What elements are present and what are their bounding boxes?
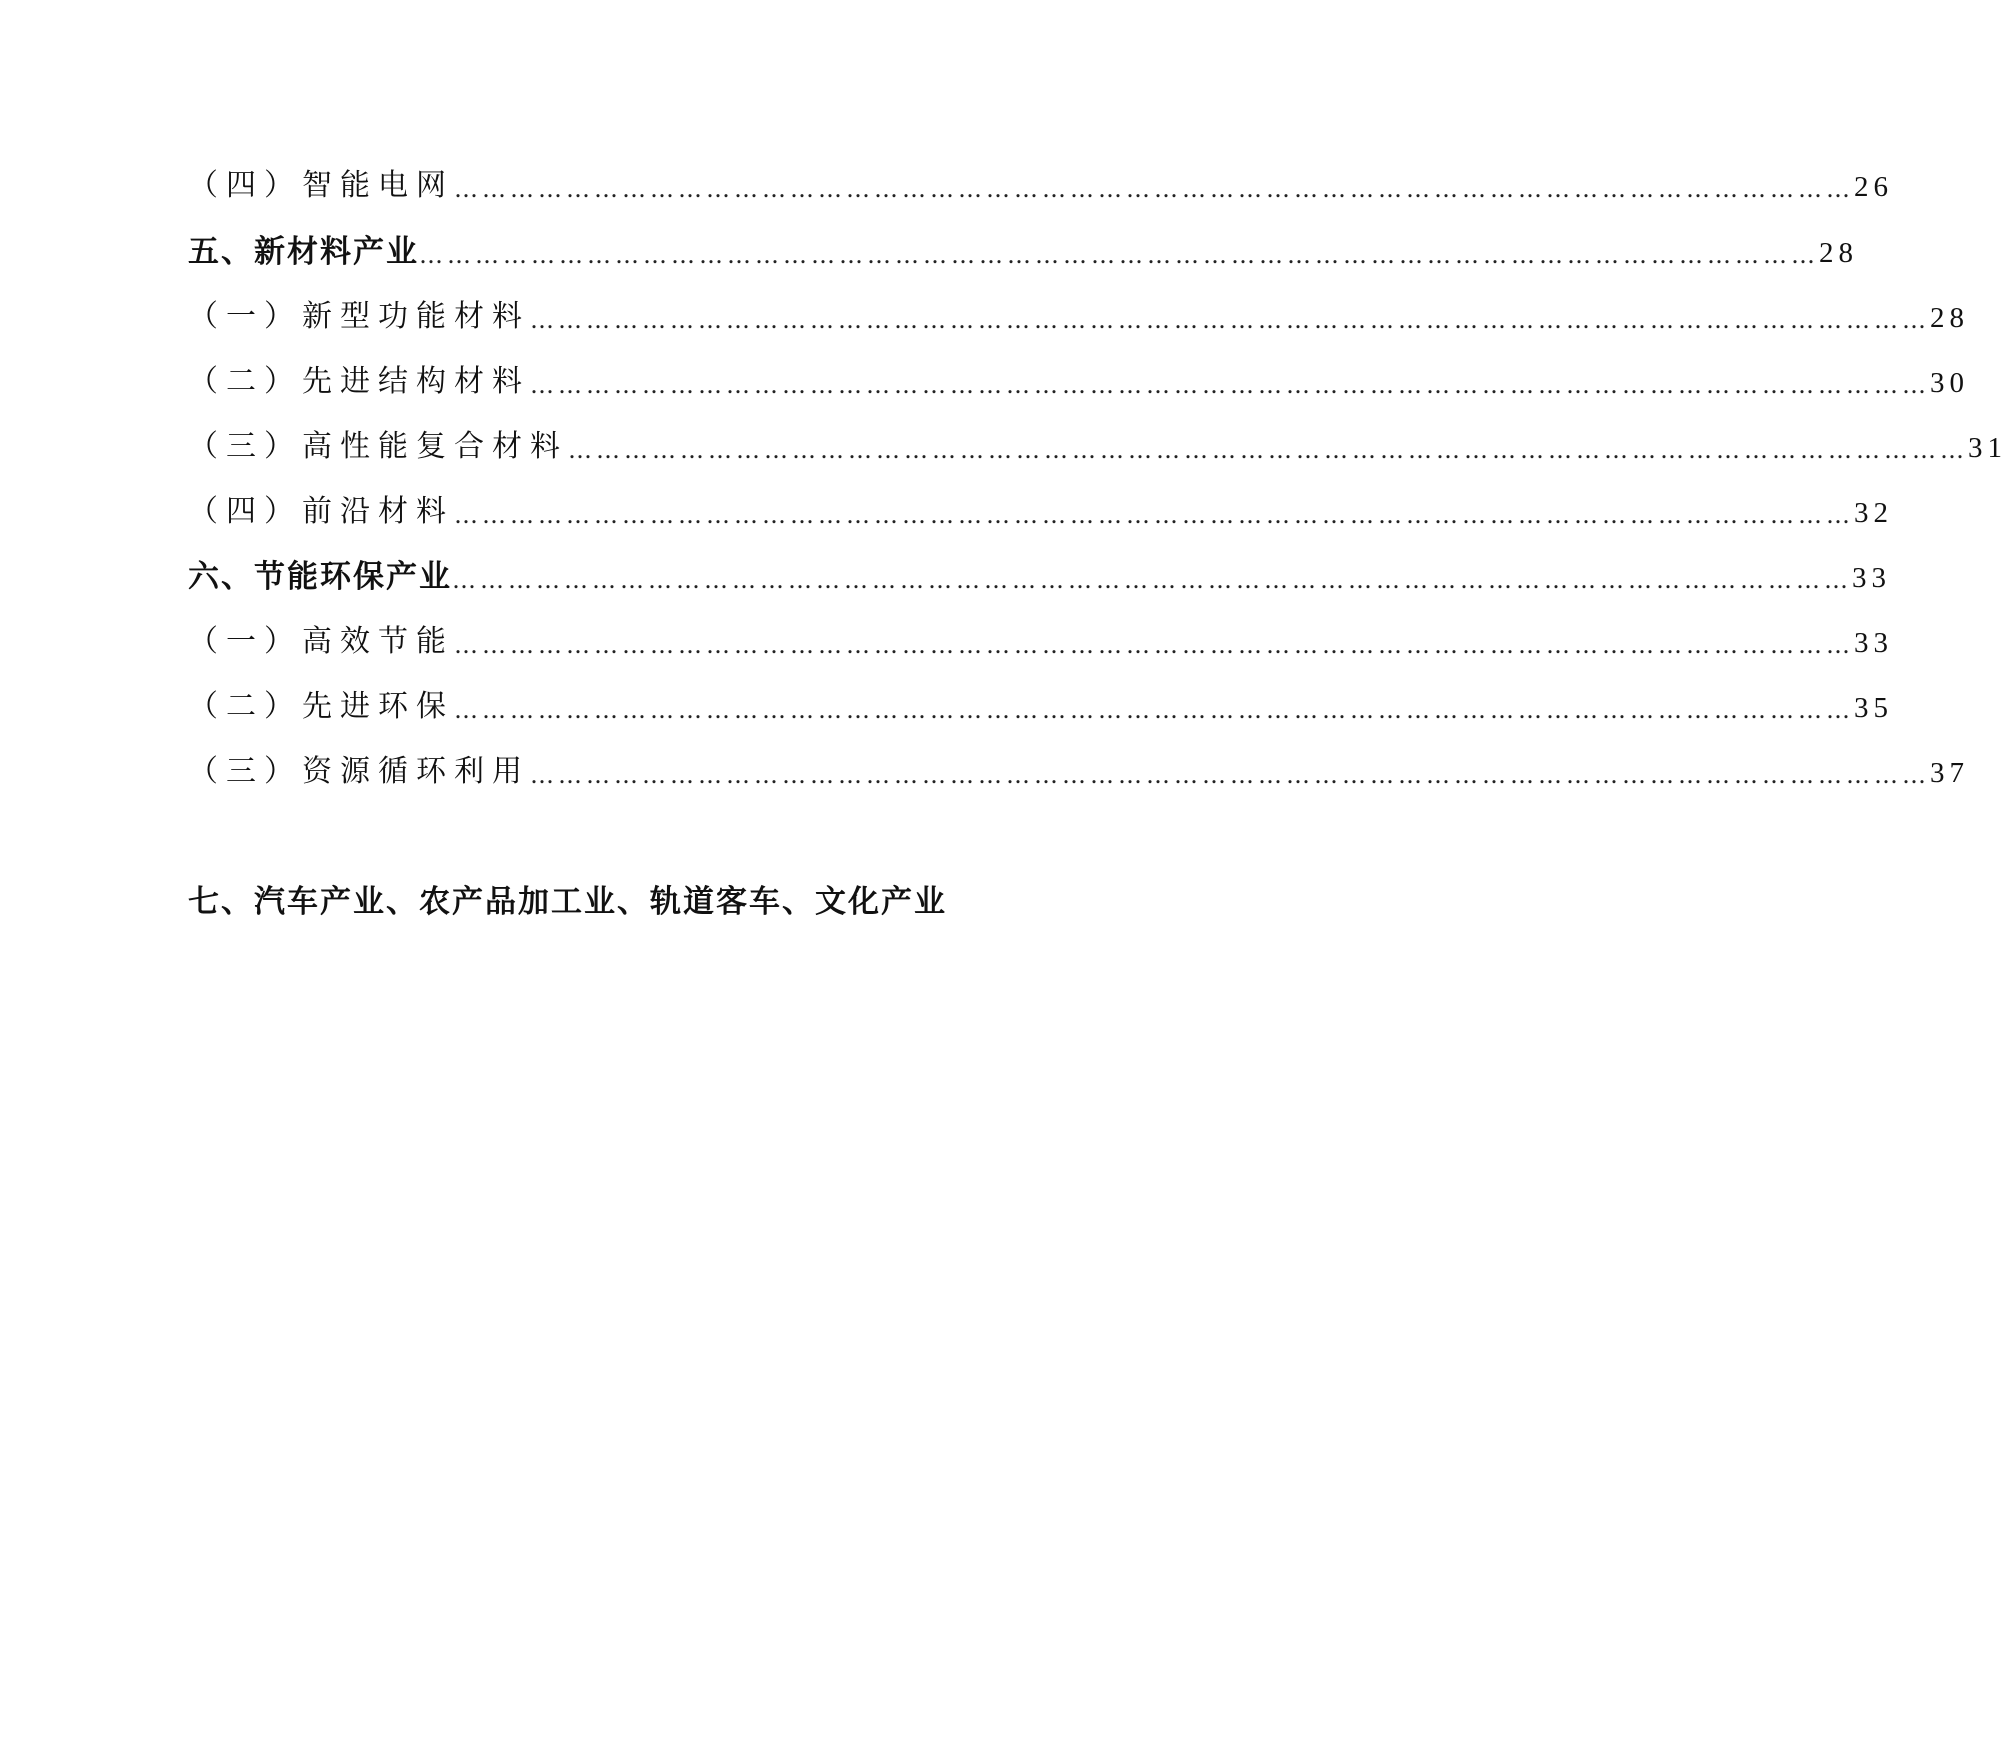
toc-entry-smart-grid[interactable] bbox=[188, 162, 1893, 206]
toc-section-heading-seven[interactable]: 七、汽车产业、农产品加工业、轨道客车、文化产业 bbox=[188, 884, 947, 920]
toc-entry-resource-recycling[interactable] bbox=[188, 748, 1969, 792]
toc-dot-leader bbox=[454, 498, 1854, 532]
toc-dot-leader bbox=[419, 238, 1819, 272]
toc-page-number: 31 bbox=[1968, 432, 2007, 464]
toc-page-number: 33 bbox=[1852, 562, 1891, 594]
toc-dot-leader bbox=[568, 433, 1968, 467]
toc-page-number: 28 bbox=[1930, 302, 1969, 334]
toc-section-title: 六、节能环保产业 bbox=[188, 559, 452, 595]
toc-page-number: 26 bbox=[1854, 171, 1893, 203]
toc-entry-title: （二）先进结构材料 bbox=[188, 364, 530, 399]
toc-entry-structural-materials[interactable] bbox=[188, 358, 1969, 402]
toc-dot-leader bbox=[530, 368, 1930, 402]
toc-entry-title: （四）智能电网 bbox=[188, 168, 454, 203]
toc-entry-title: （四）前沿材料 bbox=[188, 494, 454, 529]
toc-entry-energy-saving-industry[interactable] bbox=[188, 553, 1891, 597]
toc-page-number: 28 bbox=[1819, 237, 1858, 269]
toc-page-number: 32 bbox=[1854, 497, 1893, 529]
toc-page-number: 37 bbox=[1930, 757, 1969, 789]
toc-entry-title: （一）新型功能材料 bbox=[188, 299, 530, 334]
toc-page-number: 33 bbox=[1854, 627, 1893, 659]
toc-entry-title: （三）高性能复合材料 bbox=[188, 429, 568, 464]
toc-dot-leader bbox=[454, 172, 1854, 206]
toc-page-number: 35 bbox=[1854, 692, 1893, 724]
toc-entry-title: （二）先进环保 bbox=[188, 689, 454, 724]
toc-dot-leader bbox=[452, 563, 1852, 597]
toc-entry-title: （三）资源循环利用 bbox=[188, 754, 530, 789]
toc-entry-efficient-energy-saving[interactable] bbox=[188, 618, 1893, 662]
toc-entry-new-materials-industry[interactable] bbox=[188, 228, 1858, 272]
toc-entry-frontier-materials[interactable] bbox=[188, 488, 1893, 532]
toc-dot-leader bbox=[530, 758, 1930, 792]
toc-entry-functional-materials[interactable] bbox=[188, 293, 1969, 337]
toc-entry-advanced-environmental[interactable] bbox=[188, 683, 1893, 727]
toc-dot-leader bbox=[454, 693, 1854, 727]
toc-dot-leader bbox=[454, 628, 1854, 662]
toc-page-number: 30 bbox=[1930, 367, 1969, 399]
toc-dot-leader bbox=[530, 303, 1930, 337]
toc-entry-title: （一）高效节能 bbox=[188, 624, 454, 659]
toc-section-title: 五、新材料产业 bbox=[188, 234, 419, 270]
toc-entry-composite-materials[interactable] bbox=[188, 423, 2007, 467]
